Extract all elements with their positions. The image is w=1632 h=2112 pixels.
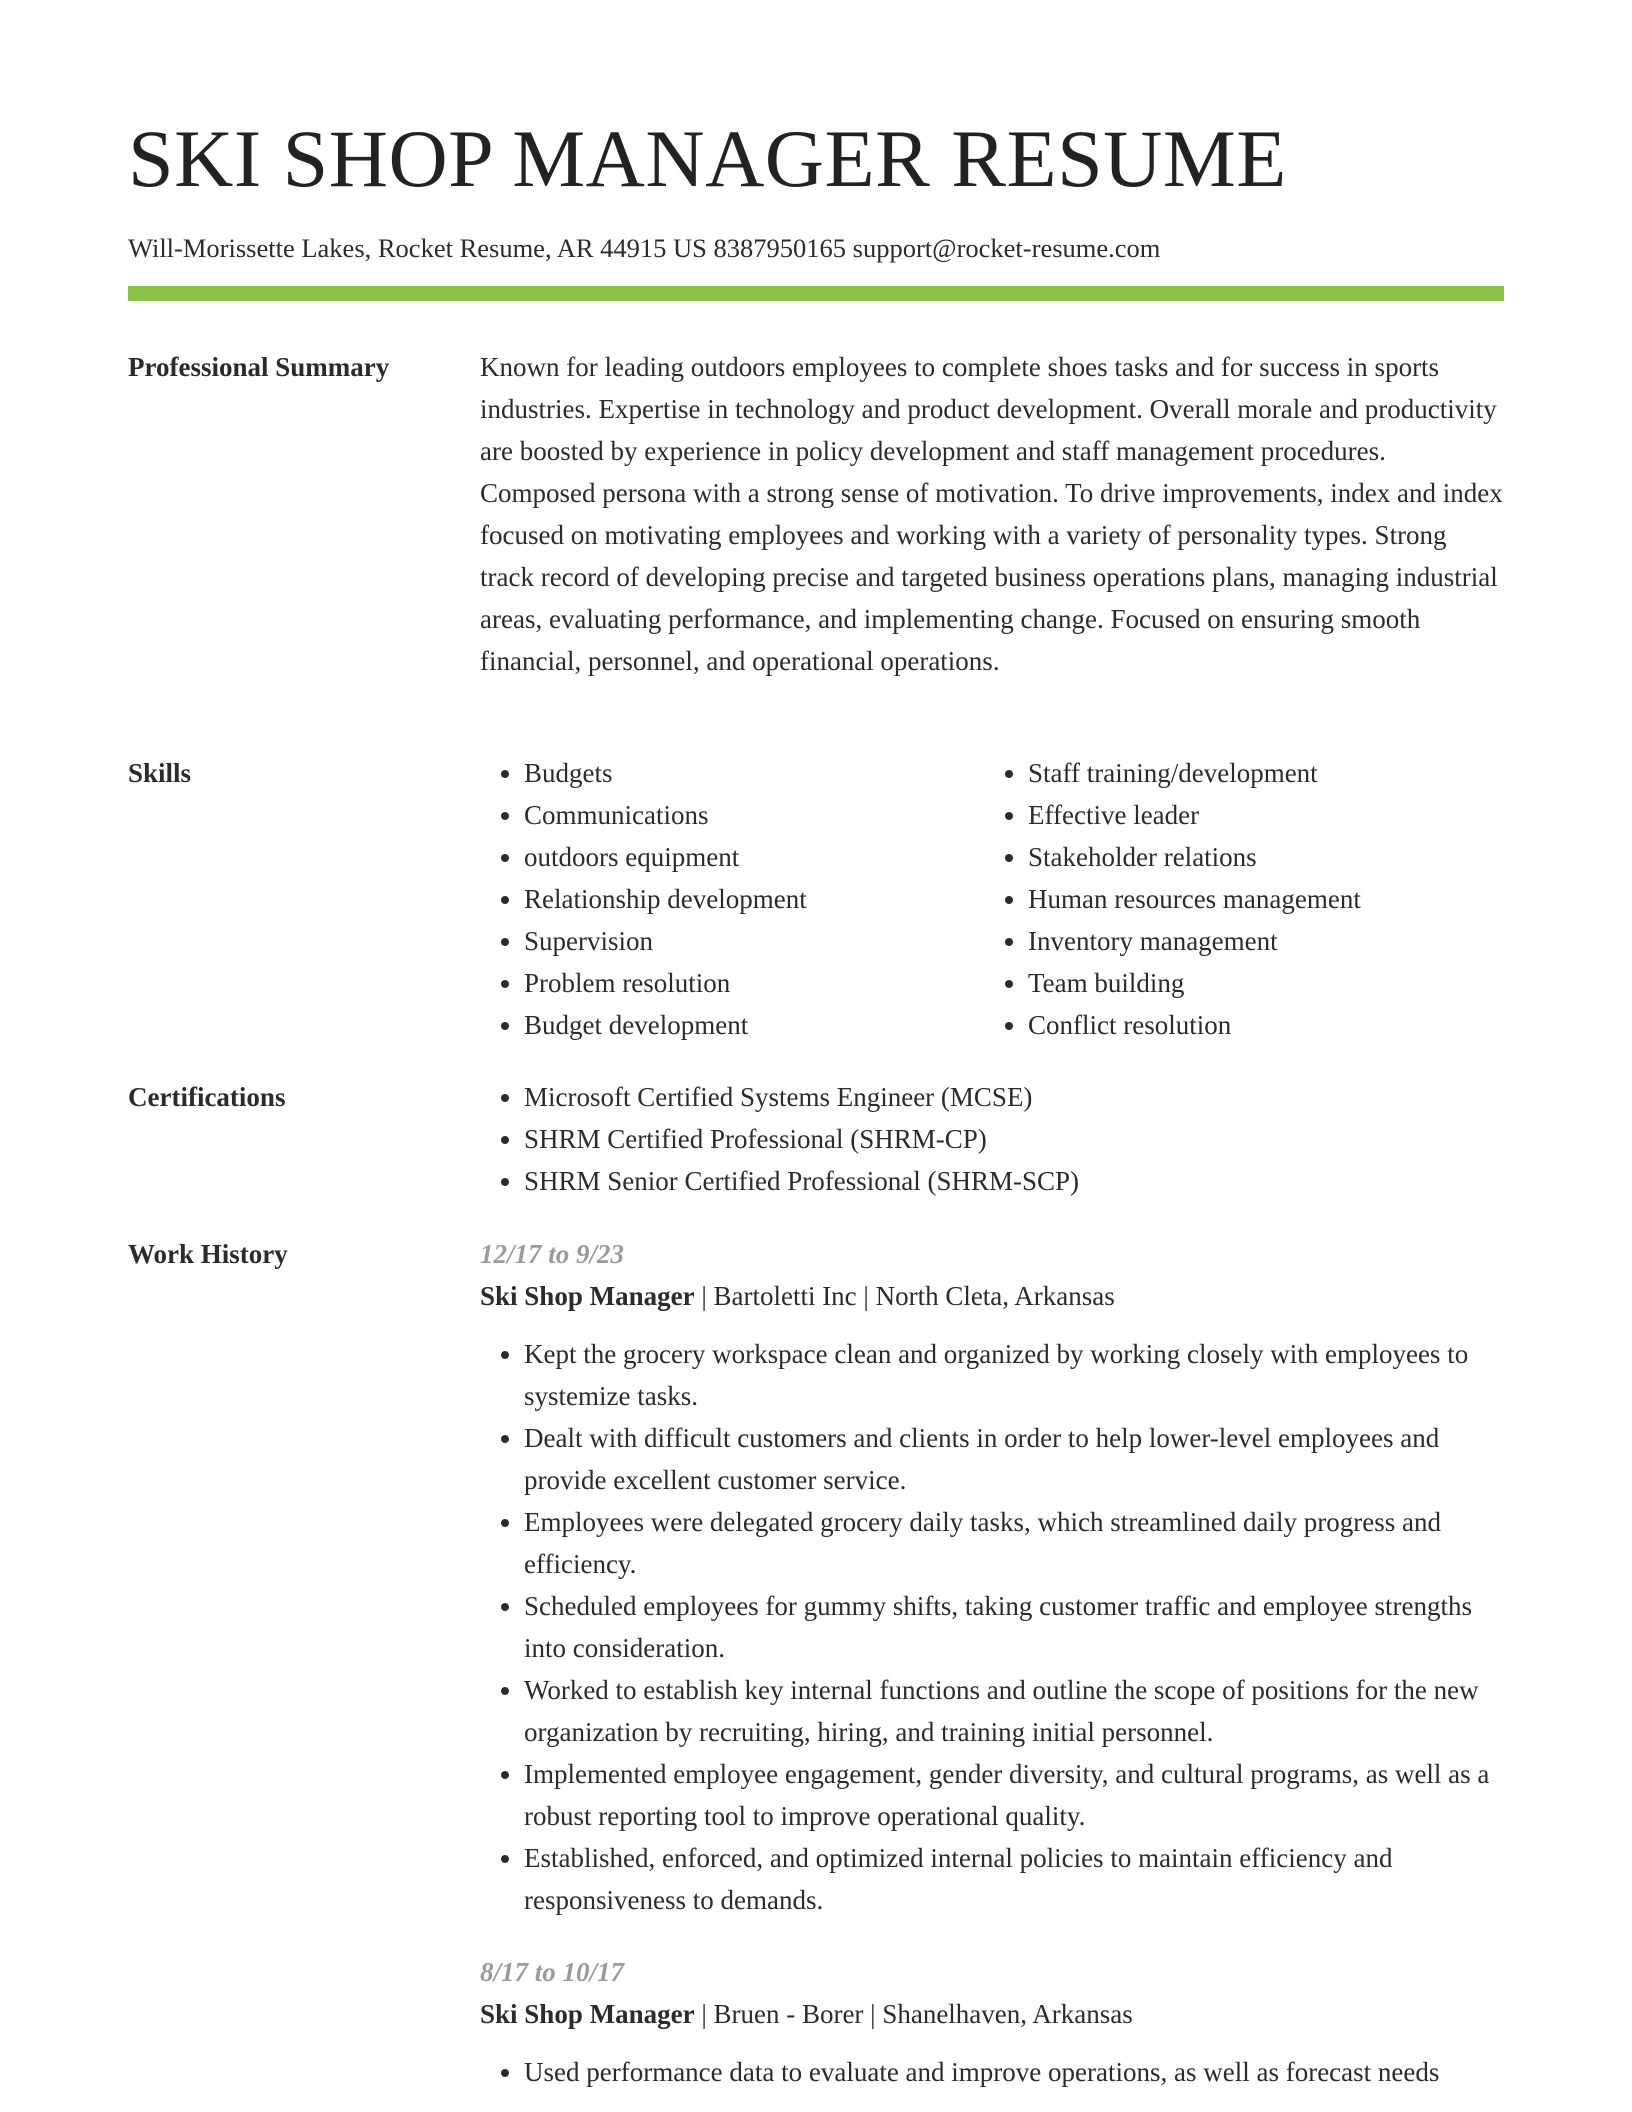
job-dates: 8/17 to 10/17 bbox=[480, 1957, 625, 1987]
work-history-heading: Work History bbox=[128, 1239, 288, 1269]
resume-title: SKI SHOP MANAGER RESUME bbox=[128, 113, 1287, 204]
job-company-location: | Bruen - Borer | Shanelhaven, Arkansas bbox=[694, 1999, 1133, 2029]
job-bullet: • Kept the grocery workspace clean and organized by working closely with employees to systemize tasks. bbox=[524, 1333, 1504, 1417]
skill-item: • Budgets bbox=[524, 752, 984, 794]
job-bullet: • Dealt with difficult customers and clients in order to help lower-level employees and provide excellent customer service. bbox=[524, 1417, 1504, 1501]
skill-item: • Communications bbox=[524, 794, 984, 836]
skills-list-left bbox=[480, 752, 984, 1046]
job-bullet: • Established, enforced, and optimized internal policies to maintain efficiency and responsiveness to demands. bbox=[524, 1837, 1504, 1921]
certification-item: • Microsoft Certified Systems Engineer (MCSE) bbox=[524, 1076, 1504, 1118]
certification-item: • SHRM Certified Professional (SHRM-CP) bbox=[524, 1118, 1504, 1160]
job-bullet: • Worked to establish key internal functions and outline the scope of positions for the new organization by recruiting, hiring, and training initial personnel. bbox=[524, 1669, 1504, 1753]
summary-heading: Professional Summary bbox=[128, 352, 390, 382]
skills-list-right bbox=[984, 752, 1488, 1046]
skill-item: • Staff training/development bbox=[1028, 752, 1488, 794]
certifications-body bbox=[480, 1076, 1504, 1202]
job-bullet: • Scheduled employees for gummy shifts, taking customer traffic and employee strengths into consideration. bbox=[524, 1585, 1504, 1669]
job-entry bbox=[480, 1951, 1504, 2093]
skill-item: • Human resources management bbox=[1028, 878, 1488, 920]
job-title: Ski Shop Manager bbox=[480, 1999, 695, 2029]
contact-info: Will-Morissette Lakes, Rocket Resume, AR 44915 US 8387950165 support@rocket-resume.com bbox=[128, 233, 1161, 263]
header-divider bbox=[128, 286, 1504, 301]
job-header bbox=[480, 1993, 1504, 2035]
job-header bbox=[480, 1275, 1504, 1317]
job-dates: 12/17 to 9/23 bbox=[480, 1239, 625, 1269]
job-bullet: • Implemented employee engagement, gender diversity, and cultural programs, as well as a robust reporting tool to improve operational quality. bbox=[524, 1753, 1504, 1837]
job-bullet: • Used performance data to evaluate and improve operations, as well as forecast needs bbox=[524, 2051, 1504, 2093]
skill-item: • Budget development bbox=[524, 1004, 984, 1046]
skills-heading: Skills bbox=[128, 758, 192, 788]
skill-item: • Supervision bbox=[524, 920, 984, 962]
skills-body bbox=[480, 752, 1504, 1046]
skill-item: • Relationship development bbox=[524, 878, 984, 920]
skill-item: • Effective leader bbox=[1028, 794, 1488, 836]
skill-item: • Stakeholder relations bbox=[1028, 836, 1488, 878]
certification-item: • SHRM Senior Certified Professional (SHRM-SCP) bbox=[524, 1160, 1504, 1202]
certifications-heading: Certifications bbox=[128, 1082, 286, 1112]
skill-item: • Conflict resolution bbox=[1028, 1004, 1488, 1046]
skill-item: • Inventory management bbox=[1028, 920, 1488, 962]
summary-text: Known for leading outdoors employees to complete shoes tasks and for success in sports industries. Expertise in technology and product development. Overall morale and productivity are boosted by experience in policy development and staff management procedures. Composed persona with a strong sense of motivation. To drive improvements, index and index focused on motivating employees and working with a variety of personality types. Strong track record of developing precise and targeted business operations plans, managing industrial areas, evaluating performance, and implementing change. Focused on ensuring smooth financial, personnel, and operational operations. bbox=[480, 352, 1503, 676]
job-entry bbox=[480, 1233, 1504, 1921]
job-company-location: | Bartoletti Inc | North Cleta, Arkansas bbox=[694, 1281, 1115, 1311]
work-history-body bbox=[480, 1233, 1504, 2093]
skill-item: • Problem resolution bbox=[524, 962, 984, 1004]
job-bullets bbox=[480, 2051, 1504, 2093]
certifications-list bbox=[480, 1076, 1504, 1202]
summary-body bbox=[480, 346, 1504, 682]
job-title: Ski Shop Manager bbox=[480, 1281, 695, 1311]
job-bullets bbox=[480, 1333, 1504, 1921]
job-bullet: • Employees were delegated grocery daily tasks, which streamlined daily progress and efficiency. bbox=[524, 1501, 1504, 1585]
skill-item: • outdoors equipment bbox=[524, 836, 984, 878]
skill-item: • Team building bbox=[1028, 962, 1488, 1004]
